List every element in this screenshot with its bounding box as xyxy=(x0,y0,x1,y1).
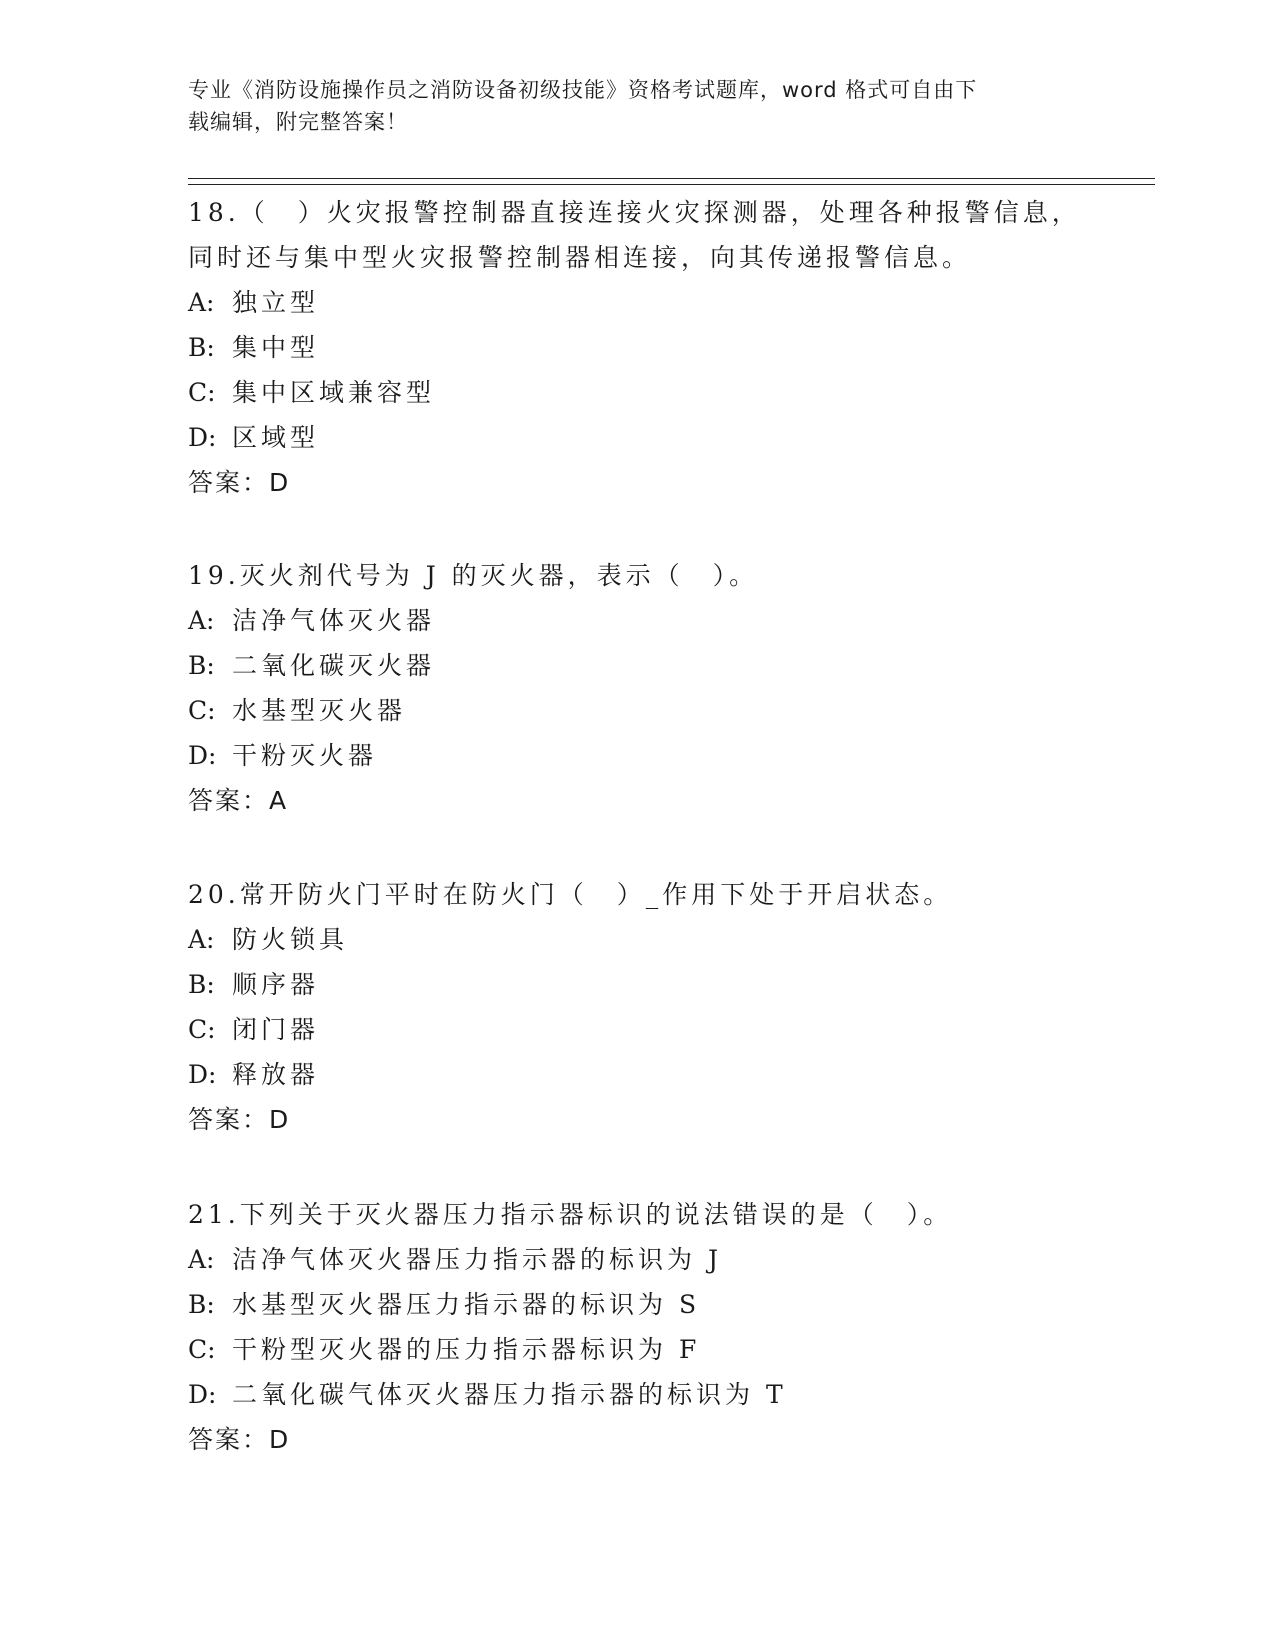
question-21 xyxy=(188,1192,1148,1462)
question-stem-line: 同时还与集中型火灾报警控制器相连接，向其传递报警信息。 xyxy=(188,243,972,272)
option-text: 防火锁具 xyxy=(232,925,349,954)
question-20 xyxy=(188,872,1148,1142)
option-text: 水基型灭火器压力指示器的标识为 S xyxy=(232,1290,701,1319)
header-line-2: 载编辑，附完整答案！ xyxy=(188,110,408,134)
option-letter: D: xyxy=(188,423,217,452)
option-c xyxy=(188,370,1148,415)
document-header xyxy=(188,74,1088,138)
answer-line: 答案：A xyxy=(188,786,289,815)
option-letter: D: xyxy=(188,1060,217,1089)
option-text: 集中区域兼容型 xyxy=(232,378,436,407)
question-stem-line: 20.常开防火门平时在防火门（ ）_作用下处于开启状态。 xyxy=(188,880,953,909)
option-letter: D: xyxy=(188,1380,217,1409)
option-d xyxy=(188,1372,1148,1417)
answer-line: 答案：D xyxy=(188,1425,291,1454)
answer-line: 答案：D xyxy=(188,1105,291,1134)
option-a xyxy=(188,280,1148,325)
option-d xyxy=(188,415,1148,460)
option-letter: A: xyxy=(188,288,215,317)
option-c xyxy=(188,1007,1148,1052)
option-letter: B: xyxy=(188,651,215,680)
option-a xyxy=(188,598,1148,643)
option-text: 干粉灭火器 xyxy=(232,741,378,770)
option-text: 独立型 xyxy=(232,288,320,317)
option-text: 集中型 xyxy=(232,333,320,362)
option-letter: D: xyxy=(188,741,217,770)
option-text: 闭门器 xyxy=(232,1015,320,1044)
question-stem-line: 21.下列关于灭火器压力指示器标识的说法错误的是（ ）。 xyxy=(188,1200,953,1229)
option-text: 干粉型灭火器的压力指示器标识为 F xyxy=(232,1335,701,1364)
option-b xyxy=(188,1282,1148,1327)
option-letter: A: xyxy=(188,925,215,954)
header-divider-bottom xyxy=(188,184,1155,185)
option-text: 水基型灭火器 xyxy=(232,696,407,725)
option-letter: C: xyxy=(188,1335,216,1364)
option-letter: C: xyxy=(188,378,216,407)
option-c xyxy=(188,688,1148,733)
question-stem-line: 19.灭火剂代号为 J 的灭火器，表示（ ）。 xyxy=(188,561,759,590)
answer-line: 答案：D xyxy=(188,468,291,497)
option-text: 洁净气体灭火器压力指示器的标识为 J xyxy=(232,1245,722,1274)
question-19 xyxy=(188,553,1148,823)
header-line-1: 专业《消防设施操作员之消防设备初级技能》资格考试题库，word 格式可自由下 xyxy=(188,78,978,102)
option-letter: B: xyxy=(188,1290,215,1319)
header-divider-top xyxy=(188,178,1155,179)
option-text: 二氧化碳灭火器 xyxy=(232,651,436,680)
option-letter: C: xyxy=(188,1015,216,1044)
option-c xyxy=(188,1327,1148,1372)
option-text: 顺序器 xyxy=(232,970,320,999)
question-stem-line: 18.（ ）火灾报警控制器直接连接火灾探测器，处理各种报警信息， xyxy=(188,198,1081,227)
option-text: 洁净气体灭火器 xyxy=(232,606,436,635)
option-a xyxy=(188,1237,1148,1282)
option-letter: A: xyxy=(188,1245,215,1274)
option-letter: A: xyxy=(188,606,215,635)
option-text: 释放器 xyxy=(232,1060,320,1089)
option-b xyxy=(188,325,1148,370)
option-letter: B: xyxy=(188,333,215,362)
option-b xyxy=(188,643,1148,688)
option-letter: B: xyxy=(188,970,215,999)
option-letter: C: xyxy=(188,696,216,725)
option-a xyxy=(188,917,1148,962)
option-b xyxy=(188,962,1148,1007)
option-d xyxy=(188,733,1148,778)
option-text: 区域型 xyxy=(232,423,320,452)
question-18 xyxy=(188,190,1148,505)
option-text: 二氧化碳气体灭火器压力指示器的标识为 T xyxy=(232,1380,787,1409)
option-d xyxy=(188,1052,1148,1097)
